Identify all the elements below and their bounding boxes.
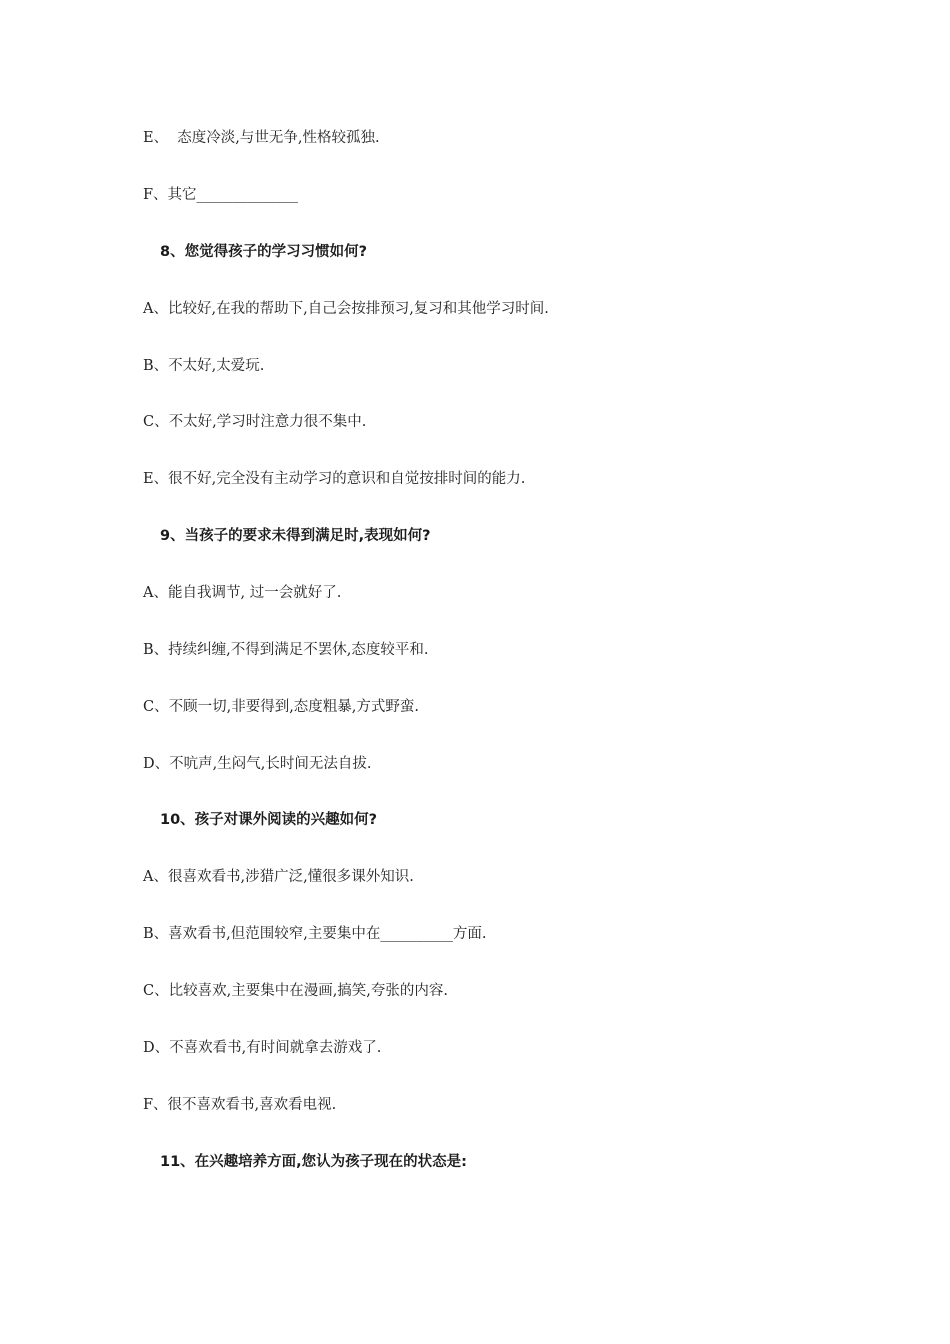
- question-8: 8、您觉得孩子的学习习惯如何?: [160, 244, 367, 260]
- option-f-q7: F、其它______________: [143, 187, 299, 203]
- question-11: 11、在兴趣培养方面,您认为孩子现在的状态是:: [160, 1154, 467, 1170]
- option-b-q10: B、喜欢看书,但范围较窄,主要集中在__________方面.: [143, 926, 487, 942]
- option-a-q9: A、能自我调节, 过一会就好了.: [143, 585, 342, 601]
- option-c-q8: C、不太好,学习时注意力很不集中.: [143, 414, 367, 430]
- question-9: 9、当孩子的要求未得到满足时,表现如何?: [160, 528, 431, 544]
- option-e-q8: E、很不好,完全没有主动学习的意识和自觉按排时间的能力.: [143, 471, 526, 487]
- option-d-q9: D、不吭声,生闷气,长时间无法自拔.: [143, 756, 372, 772]
- option-a-q10: A、很喜欢看书,涉猎广泛,懂很多课外知识.: [143, 869, 414, 885]
- option-c-q9: C、不顾一切,非要得到,态度粗暴,方式野蛮.: [143, 699, 420, 715]
- option-a-q8: A、比较好,在我的帮助下,自己会按排预习,复习和其他学习时间.: [143, 301, 549, 317]
- option-b-q9: B、持续纠缠,不得到满足不罢休,态度较平和.: [143, 642, 429, 658]
- option-e-q7: E、 态度冷淡,与世无争,性格较孤独.: [143, 130, 380, 146]
- option-d-q10: D、不喜欢看书,有时间就拿去游戏了.: [143, 1040, 382, 1056]
- option-c-q10: C、比较喜欢,主要集中在漫画,搞笑,夸张的内容.: [143, 983, 449, 999]
- question-10: 10、孩子对课外阅读的兴趣如何?: [160, 812, 378, 828]
- option-f-q10: F、很不喜欢看书,喜欢看电视.: [143, 1097, 337, 1113]
- option-b-q8: B、不太好,太爱玩.: [143, 358, 265, 374]
